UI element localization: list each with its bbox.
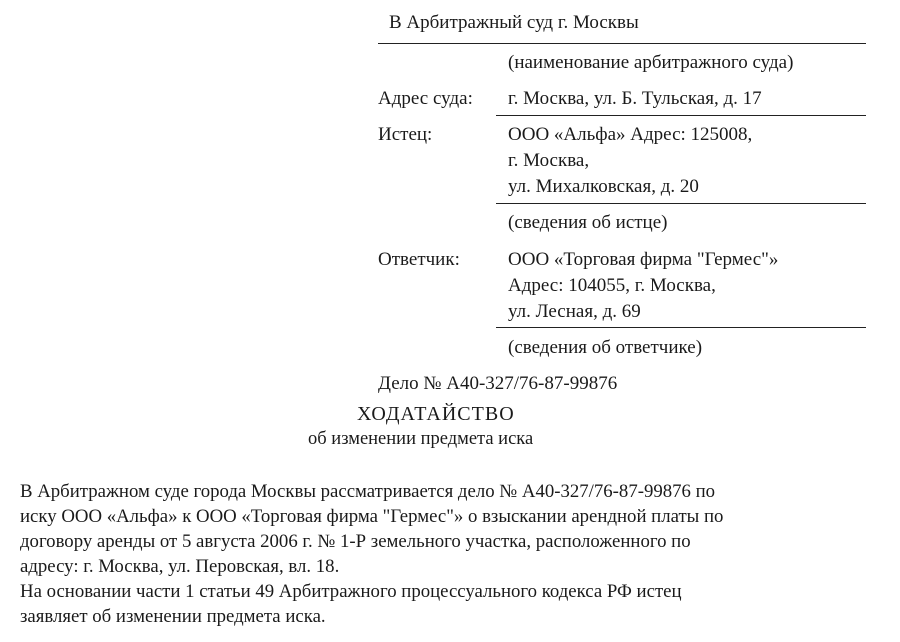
plaintiff-line: ул. Михалковская, д. 20 <box>508 176 699 197</box>
defendant-line: ООО «Торговая фирма "Гермес"» <box>508 249 779 270</box>
court-address: г. Москва, ул. Б. Тульская, д. 17 <box>508 88 762 109</box>
plaintiff-caption: (сведения об истце) <box>508 212 668 233</box>
body-line: На основании части 1 статьи 49 Арбитражного процессуального кодекса РФ истец <box>20 581 682 602</box>
defendant-label: Ответчик: <box>378 249 460 270</box>
court-name-underline <box>378 43 866 44</box>
body-line: заявляет об изменении предмета иска. <box>20 606 326 627</box>
defendant-caption: (сведения об ответчике) <box>508 337 703 358</box>
plaintiff-line: г. Москва, <box>508 150 590 171</box>
body-line: договору аренды от 5 августа 2006 г. № 1-Р земельного участка, расположенного по <box>20 531 691 552</box>
case-number: Дело № А40-327/76-87-99876 <box>378 373 618 394</box>
court-caption: (наименование арбитражного суда) <box>508 52 794 73</box>
body-line: иску ООО «Альфа» к ООО «Торговая фирма "Гермес"» о взыскании арендной платы по <box>20 506 724 527</box>
plaintiff-label: Истец: <box>378 124 433 145</box>
body-line: В Арбитражном суде города Москвы рассматривается дело № А40-327/76-87-99876 по <box>20 481 716 502</box>
court-address-label: Адрес суда: <box>378 88 473 109</box>
defendant-line: Адрес: 104055, г. Москва, <box>508 275 716 296</box>
defendant-underline <box>496 327 866 328</box>
document-subtitle: об изменении предмета иска <box>308 429 534 449</box>
court-address-underline <box>496 115 866 116</box>
plaintiff-underline <box>496 203 866 204</box>
body-line: адресу: г. Москва, ул. Перовская, вл. 18. <box>20 556 340 577</box>
plaintiff-line: ООО «Альфа» Адрес: 125008, <box>508 124 753 145</box>
document-title: ХОДАТАЙСТВО <box>357 403 515 425</box>
defendant-line: ул. Лесная, д. 69 <box>508 301 641 322</box>
court-name: В Арбитражный суд г. Москвы <box>389 12 639 33</box>
